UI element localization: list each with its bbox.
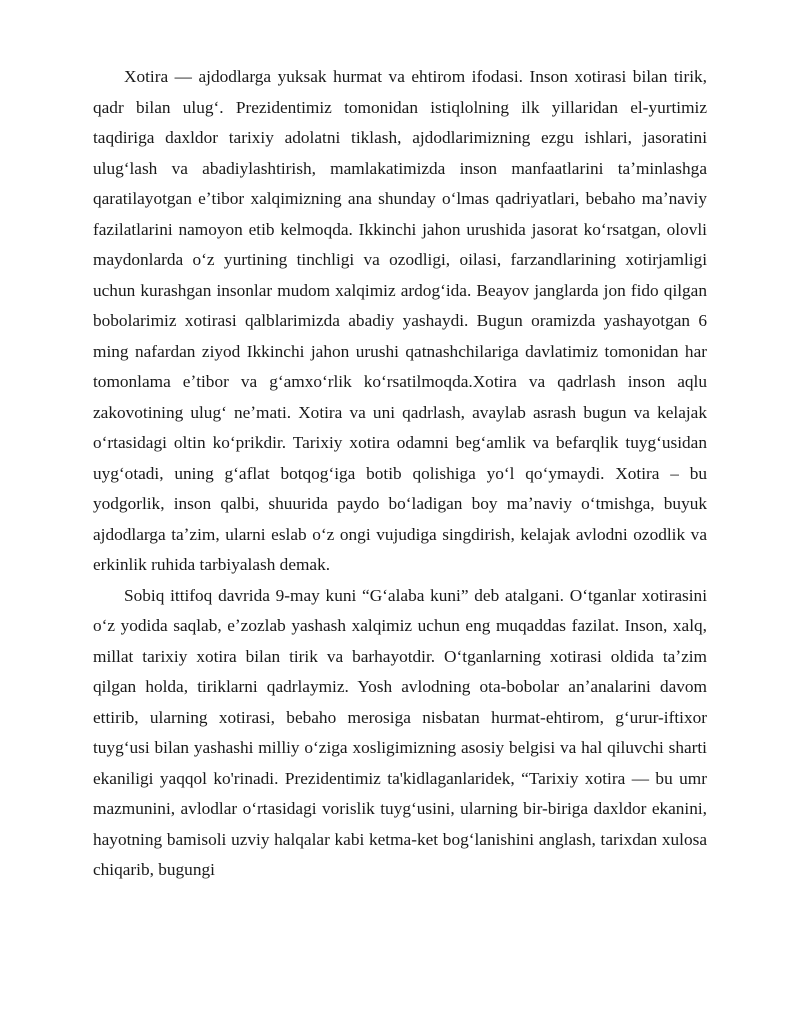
paragraph-1: Xotira — ajdodlarga yuksak hurmat va ehtirom ifodasi. Inson xotirasi bilan tirik, qadr bilan ulugʻ. Prezidentimiz tomonidan istiqlolning ilk yillaridan el-yurtimiz taqdiriga daxldor tarixiy adolatni tiklash, ajdodlarimizning ezgu ishlari, jasoratini ulugʻlash va abadiylashtirish, mamlakatimizda inson manfaatlarini taʼminlashga qaratilayotgan eʼtibor xalqimizning ana shunday oʻlmas qadriyatlari, bebaho maʼnaviy fazilatlarini namoyon etib kelmoqda. Ikkinchi jahon urushida jasorat koʻrsatgan, olovli maydonlarda oʻz yurtining tinchligi va ozodligi, oilasi, farzandlarining xotirjamligi uchun kurashgan insonlar mudom xalqimiz ardogʻida. Beayov janglarda jon fido qilgan bobolarimiz xotirasi qalblarimizda abadiy yashaydi. Bugun oramizda yashayotgan 6 ming nafardan ziyod Ikkinchi jahon urushi qatnashchilariga davlatimiz tomonidan har tomonlama eʼtibor va gʻamxoʻrlik koʻrsatilmoqda.Xotira va qadrlash inson aqlu zakovotining ulugʻ neʼmati. Xotira va uni qadrlash, avaylab asrash bugun va kelajak oʻrtasidagi oltin koʻprikdir. Tarixiy xotira odamni begʻamlik va befarqlik tuygʻusidan uygʻotadi, uning gʻaflat botqogʻiga botib qolishiga yoʻl qoʻymaydi. Xotira – bu yodgorlik, inson qalbi, shuurida paydo boʻladigan boy maʼnaviy oʻtmishga, buyuk ajdodlarga taʼzim, ularni eslab oʻz ongi vujudiga singdirish, kelajak avlodni ozodlik va erkinlik ruhida tarbiyalash demak. [93,67,707,574]
document-page [93,62,707,886]
paragraph-2: Sobiq ittifoq davrida 9-may kuni “Gʻalaba kuni” deb atalgani. Oʻtganlar xotirasini oʻz yodida saqlab, eʼzozlab yashash xalqimiz uchun eng muqaddas fazilat. Inson, xalq, millat tarixiy xotira bilan tirik va barhayotdir. Oʻtganlarning xotirasi oldida taʼzim qilgan holda, tiriklarni qadrlaymiz. Yosh avlodning ota-bobolar anʼanalarini davom ettirib, ularning xotirasi, bebaho merosiga nisbatan hurmat-ehtirom, gʻurur-iftixor tuygʻusi bilan yashashi milliy oʻziga xosligimizning asosiy belgisi va hal qiluvchi sharti ekaniligi yaqqol ko'rinadi. Prezidentimiz ta'kidlaganlaridek, “Tarixiy xotira — bu umr mazmunini, avlodlar oʻrtasidagi vorislik tuygʻusini, ularning bir-biriga daxldor ekanini, hayotning bamisoli uzviy halqalar kabi ketma-ket bogʻlanishini anglash, tarixdan xulosa chiqarib, bugungi [93,585,707,879]
